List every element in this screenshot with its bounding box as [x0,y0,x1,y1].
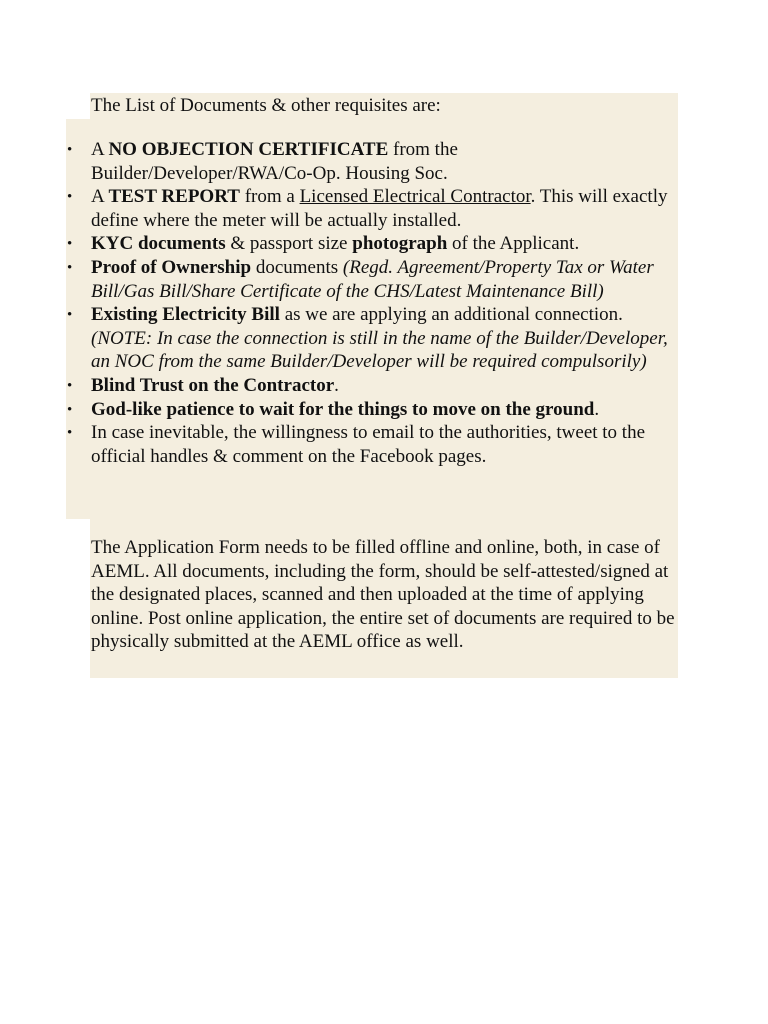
bullet-icon: • [67,259,73,276]
list-heading: The List of Documents & other requisites are: [91,95,441,116]
bullet-icon: • [67,142,73,158]
list-item-test-report: • A TEST REPORT from a Licensed Electrical Contractor. This will exactly define where the meter will be actually installed. [67,186,668,231]
emphasis-text: Blind Trust on the Contractor [91,374,335,396]
list-item-blind-trust: • Blind Trust on the Contractor. [91,374,681,398]
emphasis-text: KYC documents [91,233,226,255]
emphasis-text: God-like patience to wait for the things to move on the ground [91,398,595,420]
emphasis-text: photograph [352,233,448,255]
underlined-text: Licensed Electrical Contractor [299,186,531,208]
application-paragraph: The Application Form needs to be filled offline and online, both, in case of AEML. All documents, including the form, should be self-attested/signed at the designated places, scanned and then uploaded at the time of applying online. Post online application, the entire set of documents are required to be physically submitted at the AEML office as well. [91,537,675,653]
requirements-list [67,138,681,468]
bullet-icon: • [67,189,73,206]
bullet-icon: • [67,307,73,324]
emphasis-text: Proof of Ownership [91,256,252,278]
list-item-electricity-bill: • Existing Electricity Bill as we are applying an additional connection. (NOTE: In case the connection is still in the name of the Builder/Developer, an NOC from the same Builder/Developer will be required compulsorily) [67,304,668,373]
list-item-noc: • A NO OBJECTION CERTIFICATE from the Builder/Developer/RWA/Co-Op. Housing Soc. [67,139,458,184]
bullet-icon: • [67,401,73,418]
list-item-ownership-proof: • Proof of Ownership documents (Regd. Agreement/Property Tax or Water Bill/Gas Bill/Share Certificate of the CHS/Latest Maintenance Bill) [67,256,654,302]
italic-note: (Regd. Agreement/Property Tax or Water Bill/Gas Bill/Share Certificate of the CHS/Latest Maintenance Bill) [91,256,654,302]
emphasis-text: Existing Electricity Bill [91,304,280,326]
emphasis-text: TEST REPORT [108,186,240,208]
list-item-escalation: • In case inevitable, the willingness to email to the authorities, tweet to the official handles & comment on the Facebook pages. [67,422,646,467]
bullet-icon: • [67,425,73,442]
italic-note: (NOTE: In case the connection is still in the name of the Builder/Developer, an NOC from the same Builder/Developer will be required compulsorily) [91,327,668,373]
bullet-icon: • [67,377,73,394]
list-item-kyc: • KYC documents & passport size photograph of the Applicant. [91,232,681,256]
list-item-patience: • God-like patience to wait for the things to move on the ground. [91,398,681,422]
emphasis-text: NO OBJECTION CERTIFICATE [108,139,389,160]
bullet-icon: • [67,236,73,253]
